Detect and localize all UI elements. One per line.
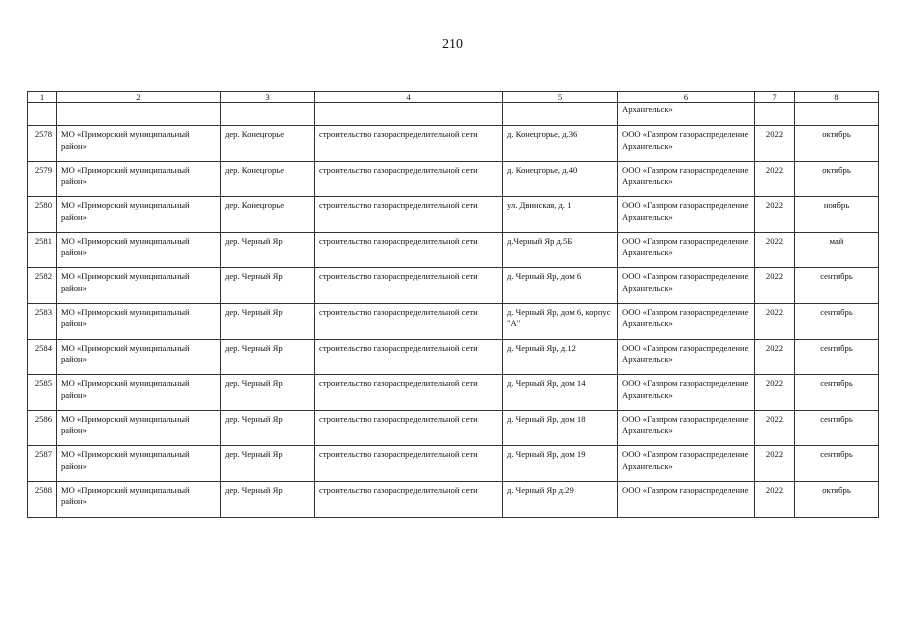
row-number-cell: 2580 [28,197,57,233]
settlement-cell: дер. Черный Яр [221,339,315,375]
settlement-cell: дер. Черный Яр [221,446,315,482]
table-row [28,126,879,162]
year-cell: 2022 [755,161,795,197]
month-cell: сентябрь [795,339,879,375]
column-header: 7 [755,92,795,103]
column-header: 5 [503,92,618,103]
municipality-cell: МО «Приморский муниципальный район» [57,446,221,482]
settlement-cell: дер. Конецгорье [221,126,315,162]
row-number-cell: 2588 [28,481,57,517]
year-cell: 2022 [755,446,795,482]
month-cell: октябрь [795,161,879,197]
municipality-cell: МО «Приморский муниципальный район» [57,126,221,162]
column-header: 1 [28,92,57,103]
address-cell: д. Черный Яр, дом 14 [503,375,618,411]
table-row [28,410,879,446]
row-number-cell: 2581 [28,232,57,268]
settlement-cell: дер. Черный Яр [221,410,315,446]
settlement-cell: дер. Черный Яр [221,268,315,304]
municipality-cell: МО «Приморский муниципальный район» [57,303,221,339]
gasification-table [27,91,879,518]
row-number-cell: 2582 [28,268,57,304]
table-row [28,197,879,233]
month-cell: сентябрь [795,410,879,446]
address-cell: ул. Двинская, д. 1 [503,197,618,233]
column-header: 8 [795,92,879,103]
work-type-cell: строительство газораспределительной сети [315,268,503,304]
address-cell: д. Черный Яр, дом 6 [503,268,618,304]
month-cell: сентябрь [795,375,879,411]
municipality-cell: МО «Приморский муниципальный район» [57,197,221,233]
organization-cell: ООО «Газпром газораспределение Архангельск» [618,339,755,375]
organization-cell: ООО «Газпром газораспределение Архангельск» [618,410,755,446]
table-row [28,303,879,339]
organization-cell: Архангельск» [618,103,755,126]
work-type-cell: строительство газораспределительной сети [315,303,503,339]
continuation-row [28,103,879,126]
organization-cell: ООО «Газпром газораспределение Архангельск» [618,446,755,482]
column-header: 3 [221,92,315,103]
address-cell: д. Черный Яр, дом 19 [503,446,618,482]
table-row [28,446,879,482]
settlement-cell: дер. Конецгорье [221,161,315,197]
settlement-cell: дер. Черный Яр [221,232,315,268]
address-cell: д. Черный Яр, д.12 [503,339,618,375]
year-cell: 2022 [755,197,795,233]
table-row [28,232,879,268]
month-cell: май [795,232,879,268]
month-cell: сентябрь [795,268,879,304]
year-cell: 2022 [755,410,795,446]
month-cell: сентябрь [795,446,879,482]
work-type-cell: строительство газораспределительной сети [315,126,503,162]
table-row [28,268,879,304]
address-cell: д. Черный Яр, дом 18 [503,410,618,446]
address-cell: д. Черный Яр, дом 6, корпус "А" [503,303,618,339]
row-number-cell: 2583 [28,303,57,339]
address-cell: д. Черный Яр д.29 [503,481,618,517]
table-row [28,481,879,517]
organization-cell: ООО «Газпром газораспределение Архангельск» [618,268,755,304]
municipality-cell: МО «Приморский муниципальный район» [57,410,221,446]
organization-cell: ООО «Газпром газораспределение [618,481,755,517]
work-type-cell: строительство газораспределительной сети [315,481,503,517]
row-number-cell: 2584 [28,339,57,375]
settlement-cell: дер. Конецгорье [221,197,315,233]
year-cell: 2022 [755,126,795,162]
municipality-cell: МО «Приморский муниципальный район» [57,339,221,375]
work-type-cell: строительство газораспределительной сети [315,410,503,446]
row-number-cell: 2587 [28,446,57,482]
work-type-cell: строительство газораспределительной сети [315,339,503,375]
column-header: 4 [315,92,503,103]
page-number: 210 [442,37,463,52]
table-row [28,161,879,197]
month-cell: октябрь [795,126,879,162]
municipality-cell: МО «Приморский муниципальный район» [57,481,221,517]
organization-cell: ООО «Газпром газораспределение Архангельск» [618,303,755,339]
work-type-cell: строительство газораспределительной сети [315,232,503,268]
settlement-cell: дер. Черный Яр [221,375,315,411]
table-row [28,339,879,375]
row-number-cell: 2585 [28,375,57,411]
column-number-row [28,92,879,103]
month-cell: ноябрь [795,197,879,233]
row-number-cell: 2579 [28,161,57,197]
year-cell: 2022 [755,339,795,375]
table-row [28,375,879,411]
work-type-cell: строительство газораспределительной сети [315,375,503,411]
work-type-cell: строительство газораспределительной сети [315,197,503,233]
year-cell: 2022 [755,375,795,411]
month-cell: сентябрь [795,303,879,339]
month-cell: октябрь [795,481,879,517]
year-cell: 2022 [755,481,795,517]
row-number-cell: 2586 [28,410,57,446]
work-type-cell: строительство газораспределительной сети [315,446,503,482]
municipality-cell: МО «Приморский муниципальный район» [57,268,221,304]
work-type-cell: строительство газораспределительной сети [315,161,503,197]
organization-cell: ООО «Газпром газораспределение Архангельск» [618,232,755,268]
organization-cell: ООО «Газпром газораспределение Архангельск» [618,375,755,411]
row-number-cell: 2578 [28,126,57,162]
organization-cell: ООО «Газпром газораспределение Архангельск» [618,126,755,162]
organization-cell: ООО «Газпром газораспределение Архангельск» [618,161,755,197]
year-cell: 2022 [755,232,795,268]
address-cell: д.Черный Яр д.5Б [503,232,618,268]
municipality-cell: МО «Приморский муниципальный район» [57,232,221,268]
year-cell: 2022 [755,268,795,304]
organization-cell: ООО «Газпром газораспределение Архангельск» [618,197,755,233]
settlement-cell: дер. Черный Яр [221,481,315,517]
column-header: 6 [618,92,755,103]
column-header: 2 [57,92,221,103]
municipality-cell: МО «Приморский муниципальный район» [57,375,221,411]
year-cell: 2022 [755,303,795,339]
address-cell: д. Конецгорье, д.40 [503,161,618,197]
settlement-cell: дер. Черный Яр [221,303,315,339]
municipality-cell: МО «Приморский муниципальный район» [57,161,221,197]
address-cell: д. Конецгорье, д.36 [503,126,618,162]
